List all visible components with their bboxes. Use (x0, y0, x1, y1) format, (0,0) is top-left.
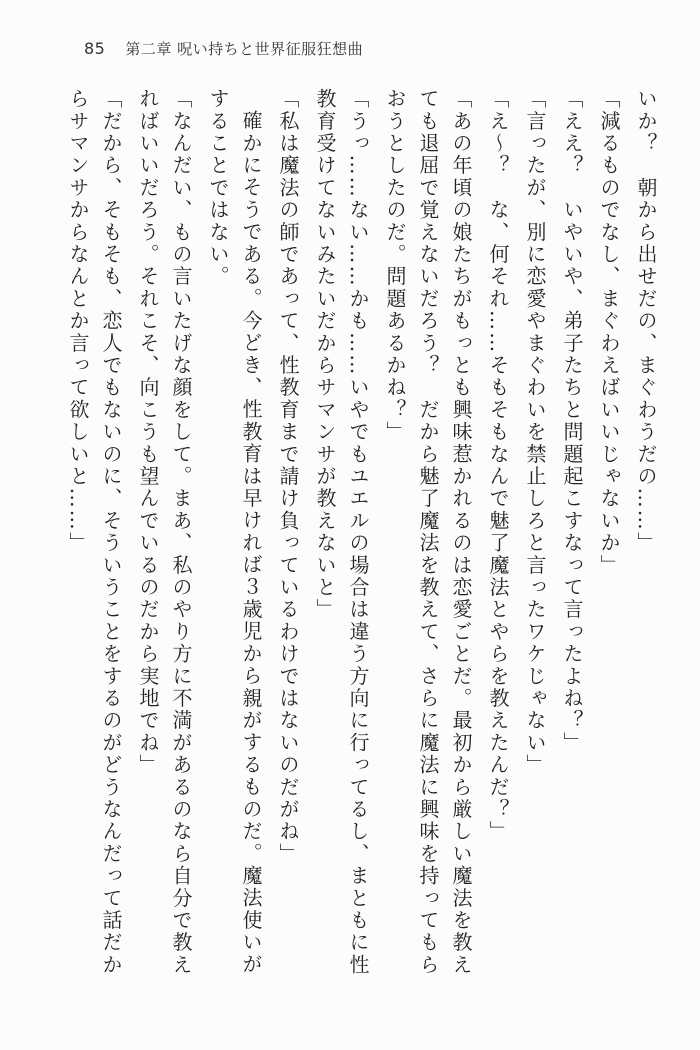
paragraph: 「え〜？ な、何それ……そもそもなんで魅了魔法とやらを教えたんだ？」 (486, 88, 510, 843)
paragraph: 「私は魔法の師であって、性教育まで請け負っているわけではないのだがね」 (276, 88, 300, 865)
paragraph: 「あの年頃の娘たちがもっとも興味惹かれるのは恋愛ごとだ。最初から厳しい魔法を教えても退屈で覚えないだろう？ だから魅了魔法を教えて、さらに魔法に興味を持ってもらおうとしたのだ。問題あるかね？」 (383, 88, 473, 976)
page-header (84, 38, 363, 59)
paragraph: 「ええ？ いやいや、弟子たちと問題起こすなって言ったよね？」 (560, 88, 584, 754)
paragraph: 「なんだい、もの言いたげな顔をして。まあ、私のやり方に不満があるのなら自分で教えればいいだろう。それこそ、向こうも望んでいるのだから実地でね」 (136, 88, 193, 976)
text-body (61, 88, 662, 982)
paragraph: 「減るものでなし、まぐわえばいいじゃないか」 (597, 88, 621, 577)
page-number: 85 (84, 39, 106, 58)
paragraph: 「だから、そもそも、恋人でもないのに、そういうことをするのがどうなんだって話だからサマンサからなんとか言って欲しいと……」 (66, 88, 123, 976)
paragraph: 「言ったが、別に恋愛やまぐわいを禁止しろと言ったワケじゃない」 (523, 88, 547, 777)
paragraph: 「うっ……ない……かも……いやでもユエルの場合は違う方向に行ってるし、まともに性教育受けてないみたいだからサマンサが教えないと」 (313, 88, 370, 976)
paragraph: いか？ 朝から出せだの、まぐわうだの……」 (634, 88, 658, 555)
paragraph: 確かにそうである。今どき、性教育は早ければ３歳児から親がするものだ。魔法使いがすることではない。 (206, 88, 263, 976)
chapter-title: 第二章 呪い持ちと世界征服狂想曲 (125, 40, 364, 58)
